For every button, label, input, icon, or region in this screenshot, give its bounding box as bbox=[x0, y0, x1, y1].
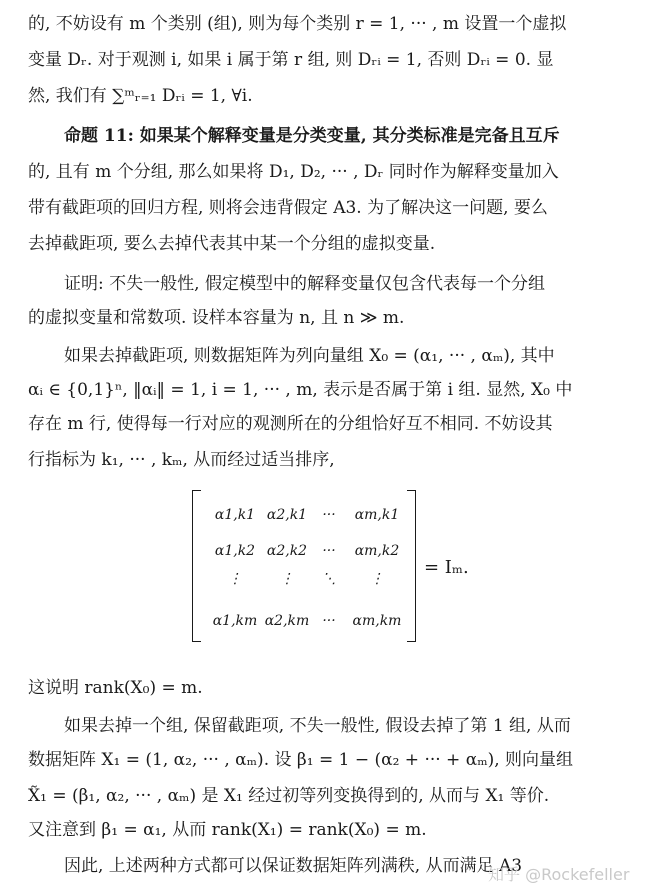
text-line-16: 数据矩阵 X₁ = (1, α₂, ··· , αₘ). 设 β₁ = 1 − (α₂ + ··· + αₘ), 则向量组 bbox=[28, 750, 574, 770]
text-line-14: 这说明 rank(X₀) = m. bbox=[28, 678, 203, 698]
text-line-1: 的, 不妨设有 m 个类别 (组), 则为每个类别 r = 1, ··· , m 设置一个虚拟 bbox=[28, 14, 567, 34]
matrix-cell: ⋮ bbox=[370, 571, 384, 587]
matrix-cell: ⋮ bbox=[228, 571, 242, 587]
text-line-2: 变量 Dᵣ. 对于观测 i, 如果 i 属于第 r 组, 则 Dᵣᵢ = 1, 否则 Dᵣᵢ = 0. 显 bbox=[28, 50, 554, 70]
text-line-3: 然, 我们有 ∑ᵐᵣ₌₁ Dᵣᵢ = 1, ∀i. bbox=[28, 86, 253, 106]
text-line-12: 存在 m 行, 使得每一行对应的观测所在的分组恰好互不相同. 不妨设其 bbox=[28, 414, 553, 434]
matrix-cell: ··· bbox=[322, 507, 336, 523]
text-line-18: 又注意到 β₁ = α₁, 从而 rank(X₁) = rank(X₀) = m. bbox=[28, 820, 427, 840]
text-line-6: 带有截距项的回归方程, 则将会违背假定 A3. 为了解决这一问题, 要么 bbox=[28, 198, 548, 218]
matrix-right-bracket bbox=[407, 490, 416, 642]
matrix-cell: α2,k1 bbox=[266, 507, 308, 523]
text-line-17: X̃₁ = (β₁, α₂, ··· , αₘ) 是 X₁ 经过初等列变换得到的, 从而与 X₁ 等价. bbox=[28, 786, 550, 806]
matrix-cell: α2,km bbox=[264, 613, 310, 629]
matrix-cell: ··· bbox=[322, 613, 336, 629]
proof-heading-line: 证明: 不失一般性, 假定模型中的解释变量仅包含代表每一个分组 bbox=[64, 274, 545, 294]
text-line-15: 如果去掉一个组, 保留截距项, 不失一般性, 假设去掉了第 1 组, 从而 bbox=[64, 716, 571, 736]
text-line-9: 的虚拟变量和常数项. 设样本容量为 n, 且 n ≫ m. bbox=[28, 308, 405, 328]
text-line-13: 行指标为 k₁, ··· , kₘ, 从而经过适当排序, bbox=[28, 450, 335, 470]
text-line-11: αᵢ ∈ {0,1}ⁿ, ‖αᵢ‖ = 1, i = 1, ··· , m, 表示是否属于第 i 组. 显然, X₀ 中 bbox=[28, 380, 573, 400]
matrix-left-bracket bbox=[192, 490, 201, 642]
proposition-heading-line: 命题 11: 如果某个解释变量是分类变量, 其分类标准是完备且互斥 bbox=[64, 126, 560, 146]
matrix-cell: αm,k1 bbox=[354, 507, 400, 523]
matrix-cell: αm,k2 bbox=[354, 543, 400, 559]
matrix-cell: α1,k1 bbox=[214, 507, 256, 523]
matrix-cell: ··· bbox=[322, 543, 336, 559]
matrix-equals-identity: = Iₘ. bbox=[424, 557, 469, 578]
matrix-cell: ⋮ bbox=[280, 571, 294, 587]
text-line-10: 如果去掉截距项, 则数据矩阵为列向量组 X₀ = (α₁, ··· , αₘ), 其中 bbox=[64, 346, 555, 366]
matrix-cell: ⋱ bbox=[322, 571, 336, 587]
matrix-cell: α1,km bbox=[212, 613, 258, 629]
watermark: 知乎 @Rockefeller bbox=[488, 865, 630, 884]
matrix bbox=[192, 490, 416, 640]
matrix-cell: α1,k2 bbox=[214, 543, 256, 559]
text-line-19: 因此, 上述两种方式都可以保证数据矩阵列满秩, 从而满足 A3 bbox=[64, 856, 523, 876]
text-line-5: 的, 且有 m 个分组, 那么如果将 D₁, D₂, ··· , Dᵣ 同时作为解释变量加入 bbox=[28, 162, 559, 182]
text-line-7: 去掉截距项, 要么去掉代表其中某一个分组的虚拟变量. bbox=[28, 234, 436, 254]
matrix-cell: α2,k2 bbox=[266, 543, 308, 559]
matrix-cell: αm,km bbox=[352, 613, 402, 629]
